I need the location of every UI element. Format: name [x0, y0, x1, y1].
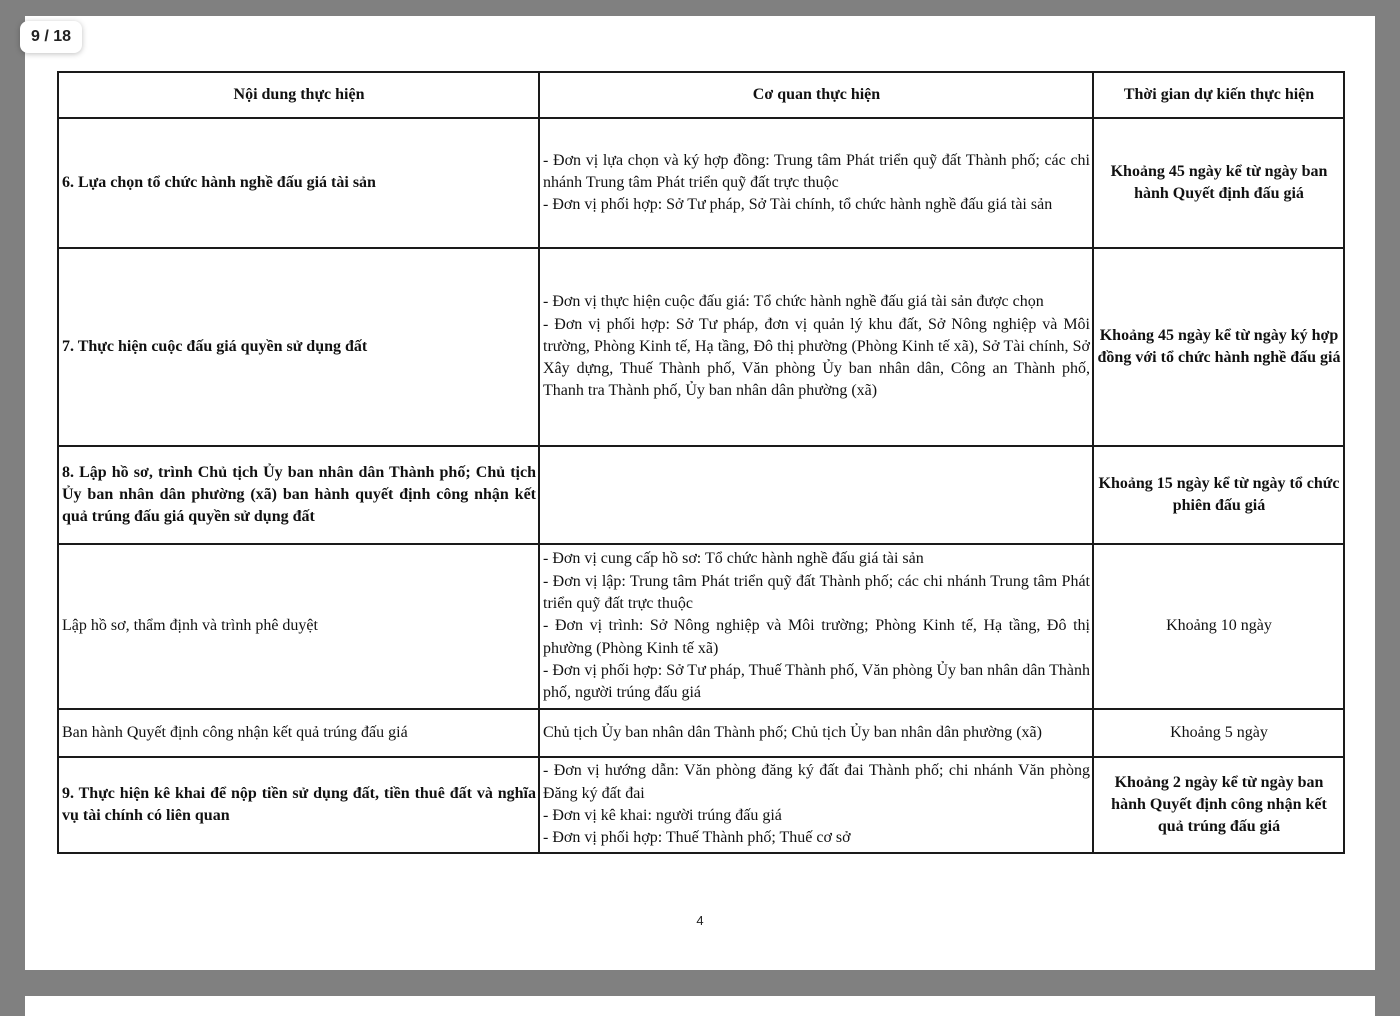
- next-document-page: [25, 996, 1375, 1016]
- cell-agency: [539, 118, 1093, 248]
- cell-time: Khoảng 5 ngày: [1093, 709, 1344, 757]
- cell-time: Khoảng 45 ngày kể từ ngày ký hợp đồng với tổ chức hành nghề đấu giá: [1093, 248, 1344, 446]
- agency-line: - Đơn vị cung cấp hồ sơ: Tổ chức hành nghề đấu giá tài sản: [543, 550, 924, 568]
- cell-agency: [539, 757, 1093, 853]
- agency-line: - Đơn vị lựa chọn và ký hợp đồng: Trung tâm Phát triển quỹ đất Thành phố; các chi nhánh Trung tâm Phát triển quỹ đất trực thuộc: [543, 151, 1090, 191]
- agency-line: - Đơn vị phối hợp: Thuế Thành phố; Thuế cơ sở: [543, 829, 851, 847]
- cell-agency: [539, 544, 1093, 709]
- table-row: [58, 248, 1344, 446]
- cell-content: 8. Lập hồ sơ, trình Chủ tịch Ủy ban nhân dân Thành phố; Chủ tịch Ủy ban nhân dân phường (xã) ban hành quyết định công nhận kết quả trúng đấu giá quyền sử dụng đất: [58, 446, 539, 544]
- cell-content: 9. Thực hiện kê khai để nộp tiền sử dụng đất, tiền thuê đất và nghĩa vụ tài chính có liên quan: [58, 757, 539, 853]
- table-row: [58, 118, 1344, 248]
- agency-line: Chủ tịch Ủy ban nhân dân Thành phố; Chủ tịch Ủy ban nhân dân phường (xã): [543, 723, 1042, 741]
- agency-line: - Đơn vị thực hiện cuộc đấu giá: Tổ chức hành nghề đấu giá tài sản được chọn: [543, 293, 1044, 311]
- table-row: [58, 709, 1344, 757]
- header-time: Thời gian dự kiến thực hiện: [1093, 72, 1344, 118]
- agency-line: - Đơn vị phối hợp: Sở Tư pháp, Sở Tài chính, tổ chức hành nghề đấu giá tài sản: [543, 196, 1053, 214]
- agency-line: - Đơn vị kê khai: người trúng đấu giá: [543, 807, 782, 824]
- table-row: [58, 446, 1344, 544]
- cell-content: Lập hồ sơ, thẩm định và trình phê duyệt: [58, 544, 539, 709]
- cell-agency: [539, 248, 1093, 446]
- cell-time: Khoảng 2 ngày kể từ ngày ban hành Quyết định công nhận kết quả trúng đấu giá: [1093, 757, 1344, 853]
- header-content: Nội dung thực hiện: [58, 72, 539, 118]
- agency-line: - Đơn vị phối hợp: Sở Tư pháp, Thuế Thành phố, Văn phòng Ủy ban nhân dân Thành phố, người trúng đấu giá: [543, 661, 1090, 702]
- table-header-row: [58, 72, 1344, 118]
- page-indicator: 9 / 18: [20, 21, 82, 53]
- cell-content: 6. Lựa chọn tổ chức hành nghề đấu giá tài sản: [58, 118, 539, 248]
- cell-content: Ban hành Quyết định công nhận kết quả trúng đấu giá: [58, 709, 539, 757]
- agency-line: - Đơn vị trình: Sở Nông nghiệp và Môi trường; Phòng Kinh tế, Hạ tầng, Đô thị phường (Phòng Kinh tế xã): [543, 617, 1090, 657]
- cell-time: Khoảng 10 ngày: [1093, 544, 1344, 709]
- cell-agency: [539, 446, 1093, 544]
- cell-agency: [539, 709, 1093, 757]
- page-number: 4: [696, 913, 704, 928]
- agency-line: - Đơn vị hướng dẫn: Văn phòng đăng ký đất đai Thành phố; chi nhánh Văn phòng Đăng ký đất đai: [543, 762, 1090, 802]
- cell-time: Khoảng 15 ngày kể từ ngày tổ chức phiên đấu giá: [1093, 446, 1344, 544]
- header-agency: Cơ quan thực hiện: [539, 72, 1093, 118]
- agency-line: - Đơn vị phối hợp: Sở Tư pháp, đơn vị quản lý khu đất, Sở Nông nghiệp và Môi trường, Phòng Kinh tế, Hạ tầng, Đô thị phường (Phòng Kinh tế xã), Sở Tài chính, Sở Xây dựng, Thuế Thành phố, Văn phòng Ủy ban nhân dân, Công an Thành phố, Thanh tra Thành phố, Ủy ban nhân dân phường (xã): [543, 315, 1090, 400]
- cell-content: 7. Thực hiện cuộc đấu giá quyền sử dụng đất: [58, 248, 539, 446]
- schedule-table: [57, 71, 1345, 854]
- table-row: [58, 544, 1344, 709]
- cell-time: Khoảng 45 ngày kể từ ngày ban hành Quyết định đấu giá: [1093, 118, 1344, 248]
- agency-line: - Đơn vị lập: Trung tâm Phát triển quỹ đất Thành phố; các chi nhánh Trung tâm Phát triển quỹ đất trực thuộc: [543, 572, 1090, 613]
- table-row: [58, 757, 1344, 853]
